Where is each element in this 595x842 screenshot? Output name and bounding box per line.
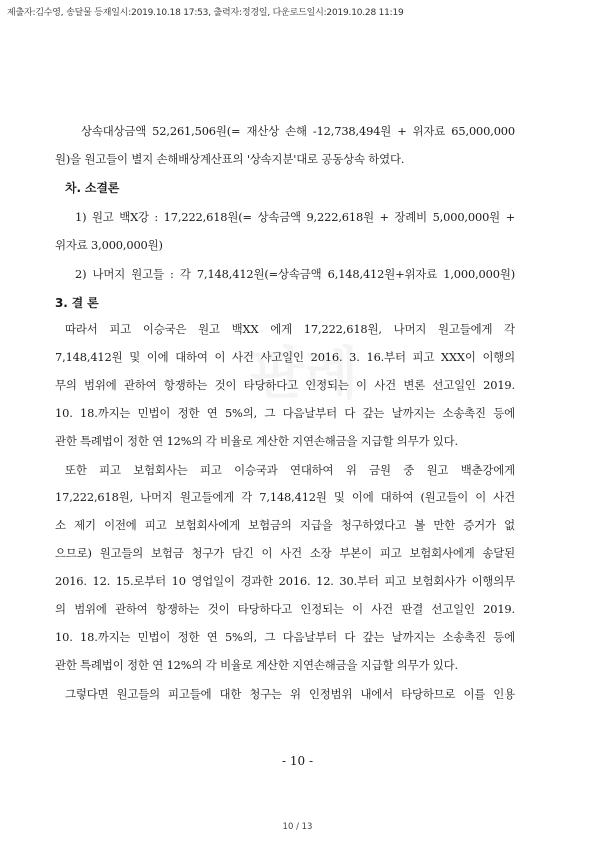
body-line: 7,148,412원 및 이에 대하여 이 사건 사고일인 2016. 3. 16.부터 피고 XXX이 이행의 xyxy=(55,350,515,364)
body-line: 상속대상금액 52,261,506원(= 재산상 손해 -12,738,494원 + 위자료 65,000,000 xyxy=(81,124,515,138)
body-line: 위자료 3,000,000원) xyxy=(55,238,163,252)
body-line: 관한 특례법이 정한 연 12%의 각 비율로 계산한 지연손해금을 지급할 의무가 있다. xyxy=(55,434,458,448)
body-line: 무의 범위에 관하여 항쟁하는 것이 타당하다고 인정되는 이 사건 변론 선고일인 2019. xyxy=(55,378,515,392)
body-line: 1) 원고 백X강 : 17,222,618원(= 상속금액 9,222,618원 + 장례비 5,000,000원 + xyxy=(75,210,515,224)
body-line: 10. 18.까지는 민법이 정한 연 5%의, 그 다음날부터 다 갚는 날까지는 소송촉진 등에 xyxy=(55,630,515,644)
body-line: 2016. 12. 15.로부터 10 영업일이 경과한 2016. 12. 30.부터 피고 보험회사가 이행의무 xyxy=(55,574,515,588)
page-number: - 10 - xyxy=(281,754,313,768)
document-header: 제출자:김수영, 송달물 등재일시:2019.10.18 17:53, 출력자:정경일, 다운로드일시:2019.10.28 11:19 xyxy=(7,8,404,18)
body-line: 관한 특례법이 정한 연 12%의 각 비율로 계산한 지연손해금을 지급할 의무가 있다. xyxy=(55,658,458,672)
body-line: 으므로) 원고들의 보험금 청구가 담긴 이 사건 소장 부본이 피고 보험회사에게 송달된 xyxy=(55,546,515,560)
page-indicator: 10 / 13 xyxy=(282,822,313,832)
body-line: 따라서 피고 이승국은 원고 백XX 에게 17,222,618원, 나머지 원고들에게 각 xyxy=(65,322,515,336)
body-line: 또한 피고 보험회사는 피고 이승국과 연대하여 위 금원 중 원고 백춘강에게 xyxy=(65,463,515,477)
section-heading: 3. 결 론 xyxy=(55,296,99,310)
body-line: 그렇다면 원고들의 피고들에 대한 청구는 위 인정범위 내에서 타당하므로 이를 인용 xyxy=(65,687,515,701)
watermark xyxy=(250,330,358,410)
body-line: 10. 18.까지는 민법이 정한 연 5%의, 그 다음날부터 다 갚는 날까지는 소송촉진 등에 xyxy=(55,406,515,420)
body-line: 원)을 원고들이 별지 손해배상계산표의 '상속지분'대로 공동상속 하였다. xyxy=(55,152,405,166)
section-heading: 차. 소결론 xyxy=(65,181,120,195)
body-line: 의 범위에 관하여 항쟁하는 것이 타당하다고 인정되는 이 사건 판결 선고일인 2019. xyxy=(55,602,515,616)
body-line: 2) 나머지 원고들 : 각 7,148,412원(=상속금액 6,148,412원+위자료 1,000,000원) xyxy=(75,267,515,281)
body-line: 17,222,618원, 나머지 원고들에게 각 7,148,412원 및 이에 대하여 (원고들이 이 사건 xyxy=(55,490,515,504)
body-line: 소 제기 이전에 피고 보험회사에게 보험금의 지급을 청구하였다고 볼 만한 증거가 없 xyxy=(55,518,515,532)
